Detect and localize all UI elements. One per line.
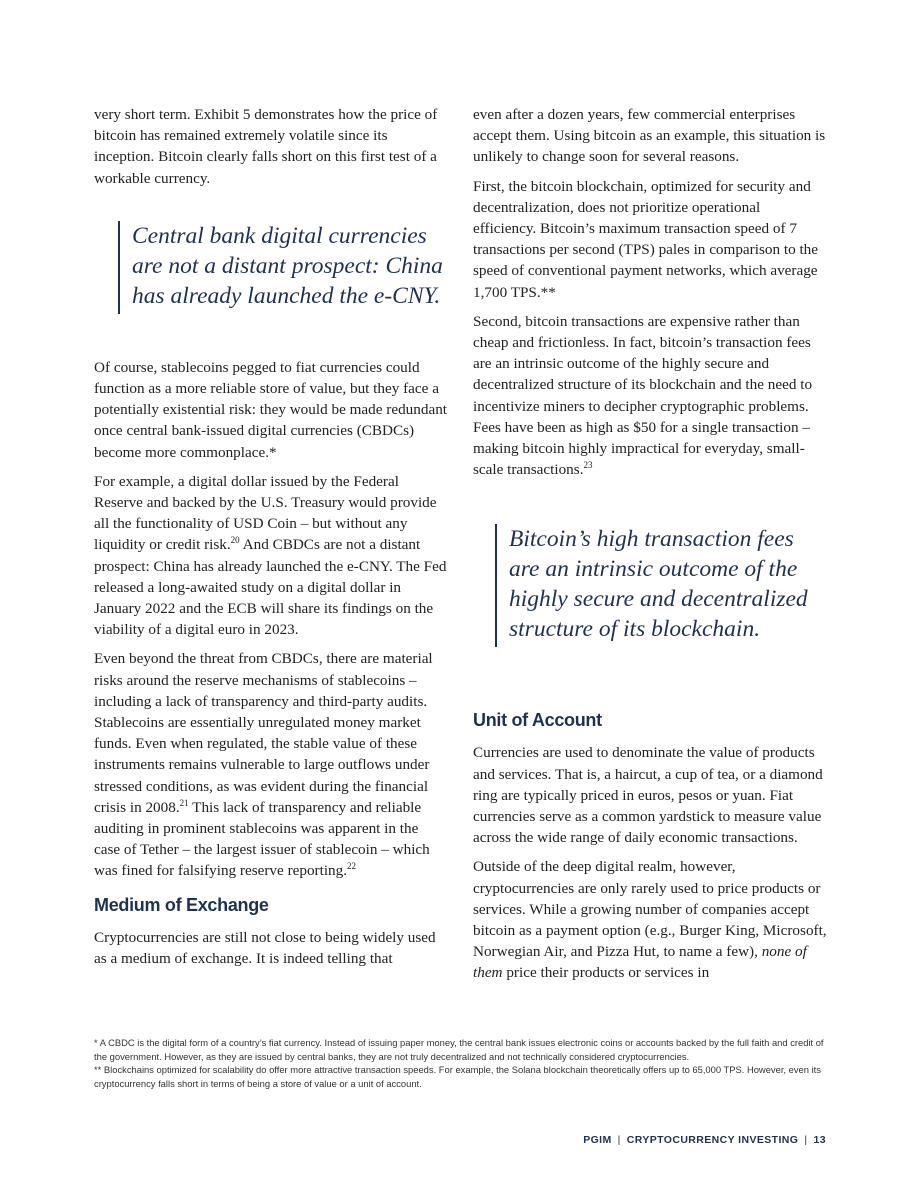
pull-quote: Bitcoin’s high transaction fees are an intrinsic outcome of the highly secure and decentralized structure of its blockchain. bbox=[495, 524, 827, 647]
pull-quote: Central bank digital currencies are not a distant prospect: China has already launched the e-CNY. bbox=[118, 221, 448, 314]
body-paragraph bbox=[94, 471, 448, 641]
endnote-ref: 21 bbox=[179, 797, 189, 808]
body-paragraph: Currencies are used to denominate the value of products and services. That is, a haircut, a cup of tea, or a diamond ring are typically priced in euros, pesos or yuan. Fiat currencies serve as a common yardstick to measure value across the wide range of daily economic transactions. bbox=[473, 744, 823, 847]
left-column bbox=[94, 104, 448, 977]
paragraph-text: And CBDCs are not a distant prospect: China has already launched the e-CNY. The Fed released a long-awaited study on a digital dollar in January 2022 and the ECB will share its findings on the viability of a digital euro in 2023. bbox=[94, 536, 447, 639]
body-paragraph: First, the bitcoin blockchain, optimized for security and decentralization, does not prioritize operational efficiency. Bitcoin’s maximum transaction speed of 7 transactions per second (TPS) pales in comparison to the speed of conventional payment networks, which average 1,700 TPS.** bbox=[473, 177, 819, 301]
paragraph-text: Even beyond the threat from CBDCs, there are material risks around the reserve mechanisms of stablecoins – including a lack of transparency and third-party audits. Stablecoins are essentially unregulated money market funds. Even when regulated, the stable value of these instruments remains vulnerable to large outflows under stressed conditions, as was evident during the financial crisis in 2008. bbox=[94, 650, 433, 816]
paragraph-text: This lack of transparency and reliable auditing in prominent stablecoins was apparent in the case of Tether – the largest issuer of stablecoin – which was fined for falsifying reserve reporting. bbox=[94, 798, 430, 880]
body-paragraph bbox=[473, 856, 827, 983]
paragraph-text: price their products or services in bbox=[502, 964, 710, 982]
body-paragraph: very short term. Exhibit 5 demonstrates how the price of bitcoin has remained extremely volatile since its inception. Bitcoin clearly falls short on this first test of a workable currency. bbox=[94, 106, 438, 187]
footer-brand: PGIM bbox=[583, 1134, 612, 1146]
endnote-ref: 22 bbox=[347, 861, 357, 872]
footnotes bbox=[94, 1036, 829, 1090]
footer-separator: | bbox=[804, 1134, 808, 1146]
page-number: 13 bbox=[813, 1134, 826, 1146]
body-paragraph bbox=[94, 648, 448, 881]
body-paragraph: Of course, stablecoins pegged to fiat currencies could function as a more reliable store of value, but they face a potentially existential risk: they would be made redundant once central bank-issued digital currencies (CBDCs) become more commonplace.* bbox=[94, 358, 448, 461]
footnote: ** Blockchains optimized for scalability do offer more attractive transaction speeds. For example, the Solana blockchain theoretically offers up to 65,000 TPS. However, even its cryptocurrency falls short in terms of being a store of value or a unit of account. bbox=[94, 1064, 821, 1089]
footer-separator: | bbox=[617, 1134, 621, 1146]
paragraph-text: For example, a digital dollar issued by the Federal Reserve and backed by the U.S. Treasury would provide all the functionality of USD Coin – but without any liquidity or credit risk. bbox=[94, 472, 437, 554]
paragraph-text: Second, bitcoin transactions are expensive rather than cheap and frictionless. In fact, bitcoin’s transaction fees are an intrinsic outcome of the highly secure and decentralized structure of its blockchain and the need to incentivize miners to decipher cryptographic problems. Fees have been as high as $50 for a single transaction – making bitcoin highly impractical for everyday, small-scale transactions. bbox=[473, 312, 813, 479]
footnote: * A CBDC is the digital form of a country’s fiat currency. Instead of issuing paper money, the central bank issues electronic coins or accounts backed by the full faith and credit of the government. However, as they are issued by central banks, they are not truly decentralized and not technically considered cryptocurrencies. bbox=[94, 1037, 824, 1062]
section-heading: Unit of Account bbox=[473, 710, 602, 731]
section-heading: Medium of Exchange bbox=[94, 894, 269, 915]
right-column bbox=[473, 104, 827, 992]
page-footer bbox=[583, 1134, 826, 1146]
body-paragraph: even after a dozen years, few commercial enterprises accept them. Using bitcoin as an example, this situation is unlikely to change soon for several reasons. bbox=[473, 106, 826, 166]
paragraph-text: Outside of the deep digital realm, however, cryptocurrencies are only rarely used to price products or services. While a growing number of companies accept bitcoin as a payment option (e.g., Burger King, Microsoft, Norwegian Air, and Pizza Hut, to name a few), bbox=[473, 858, 827, 961]
body-paragraph: Cryptocurrencies are still not close to being widely used as a medium of exchange. It is indeed telling that bbox=[94, 928, 436, 967]
footer-title: CRYPTOCURRENCY INVESTING bbox=[626, 1134, 799, 1146]
emphasis-text: none of them bbox=[473, 943, 807, 982]
endnote-ref: 20 bbox=[230, 535, 240, 546]
body-paragraph bbox=[473, 311, 827, 481]
endnote-ref: 23 bbox=[583, 460, 593, 471]
